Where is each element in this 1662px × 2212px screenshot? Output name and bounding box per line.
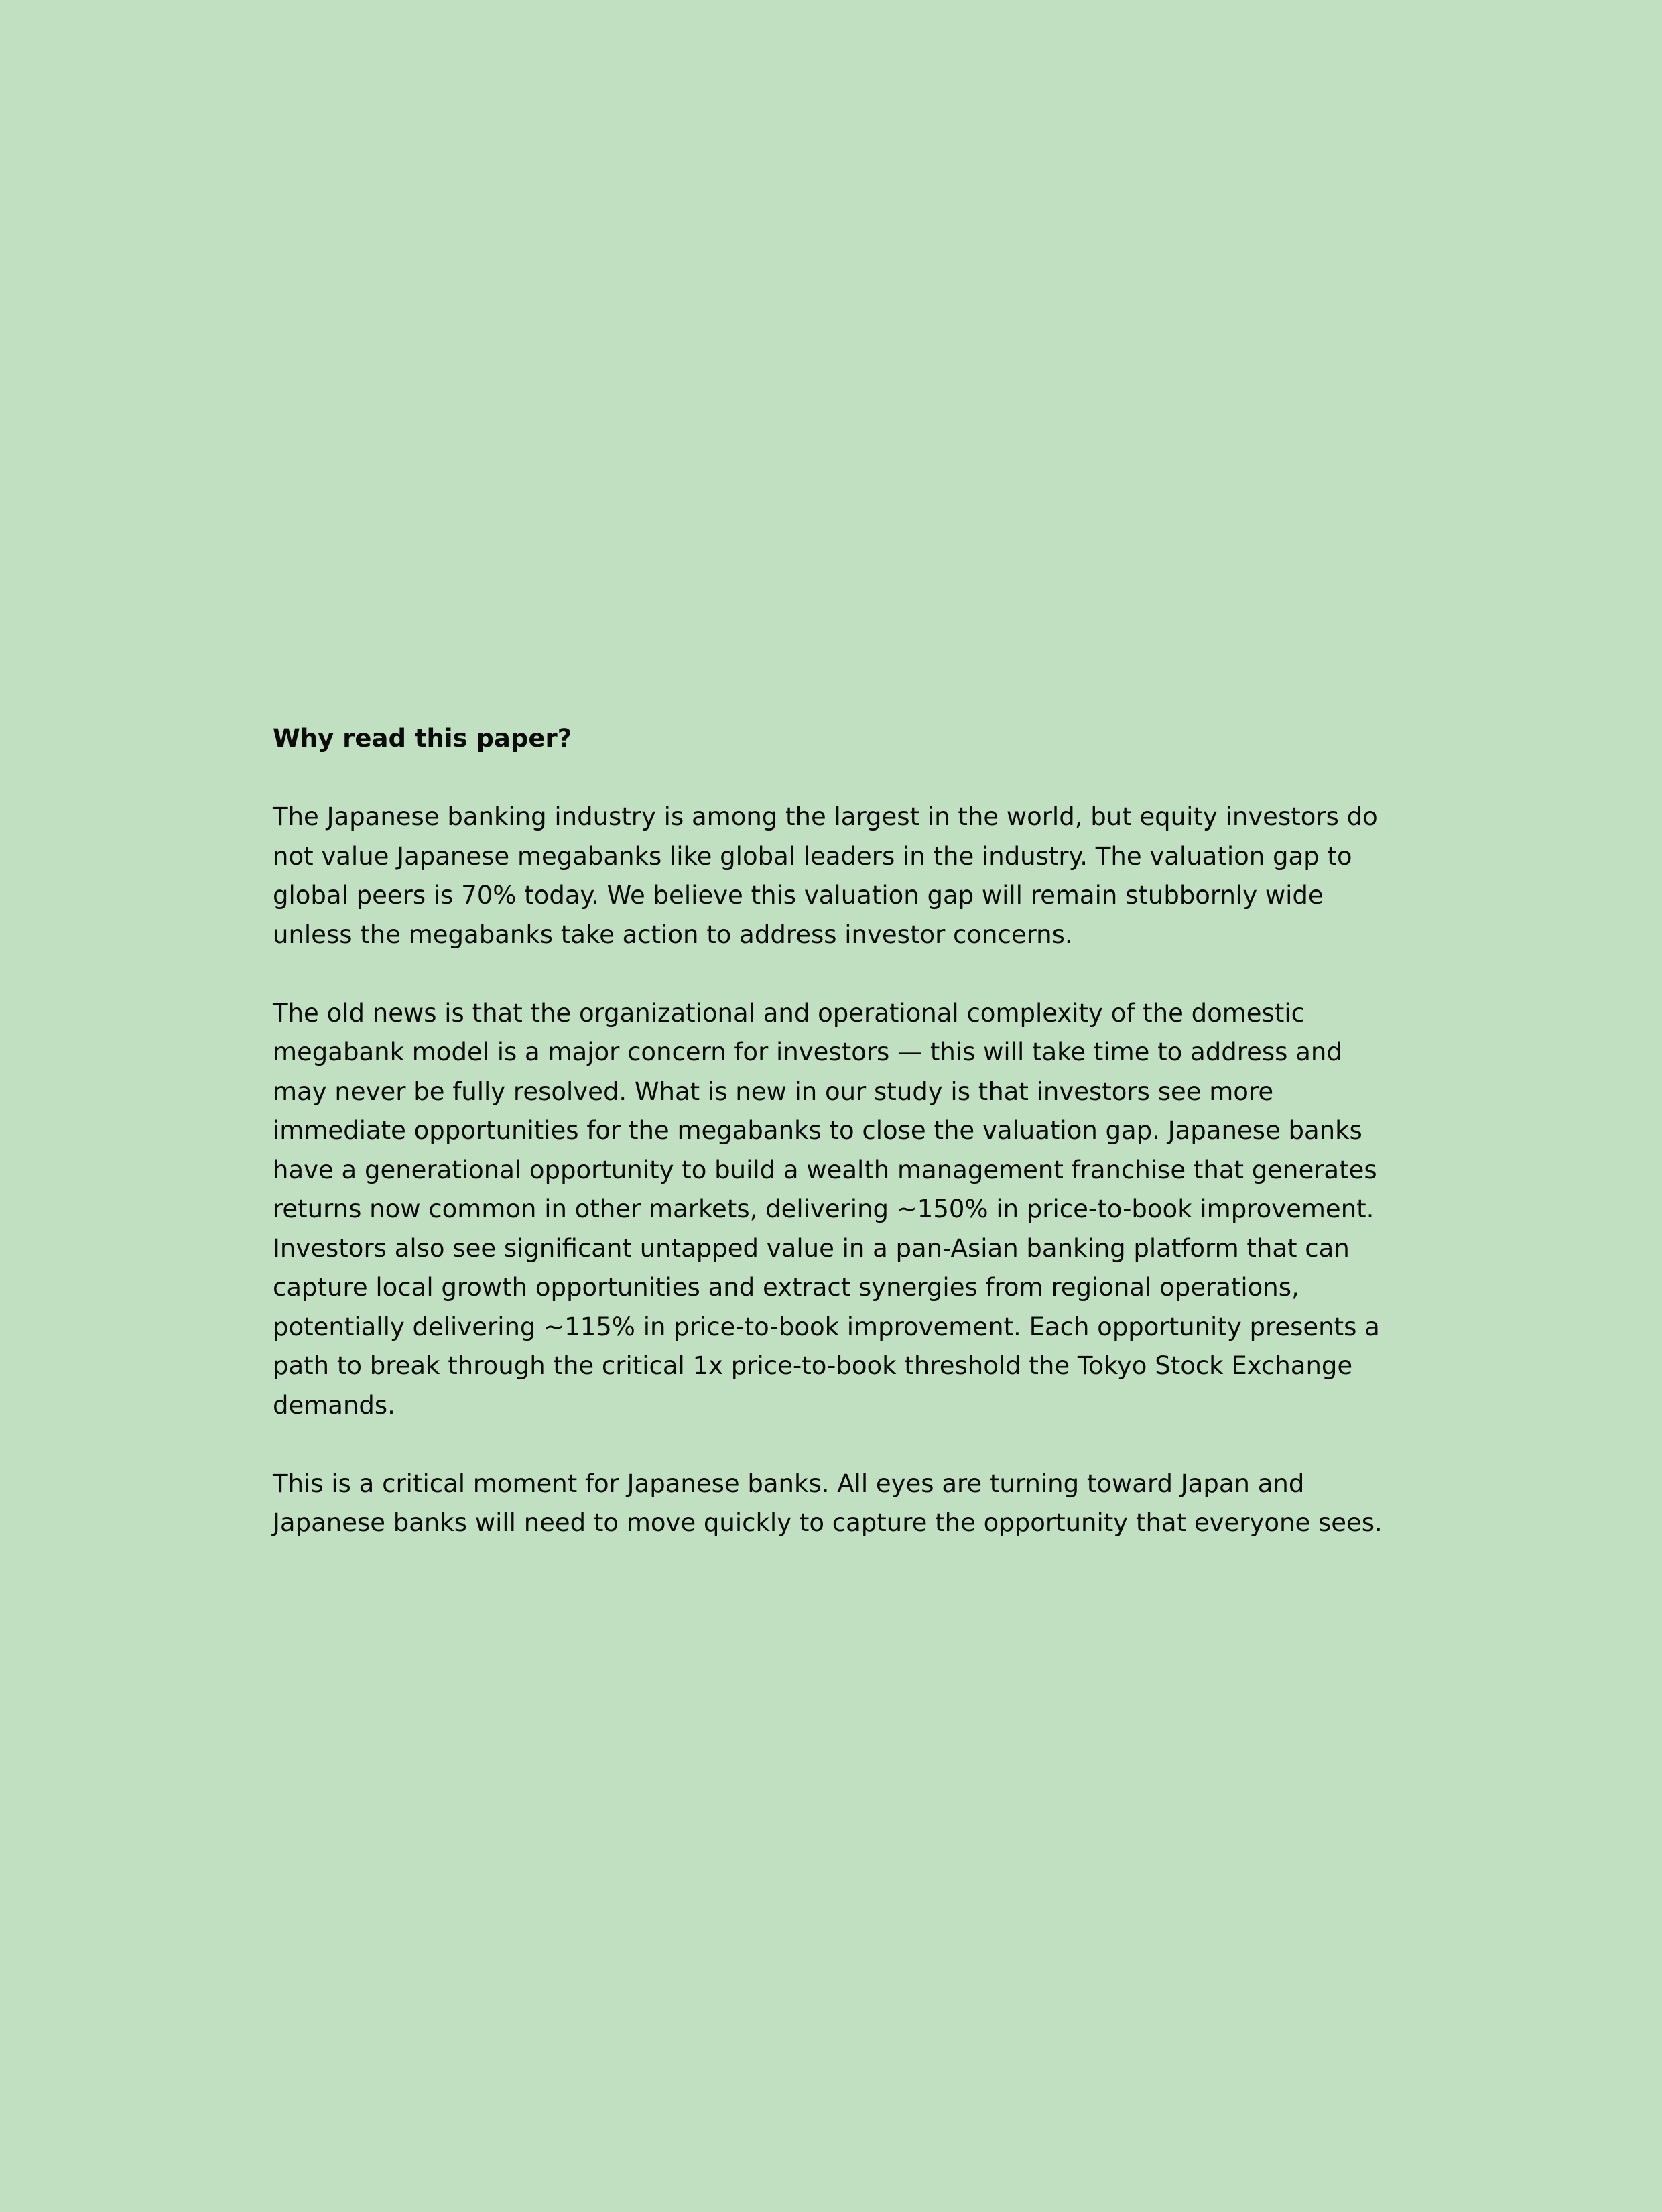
section-heading: Why read this paper? (273, 724, 572, 753)
paragraph-critical-moment: This is a critical moment for Japanese banks. All eyes are turning toward Japan and Japanese banks will need to move quickly to capture the opportunity that everyone sees. (273, 1469, 1383, 1537)
paragraph-opportunities: The old news is that the organizational and operational complexity of the domestic megabank model is a major concern for investors — this will take time to address and may never be fully resolved. What is new in our study is that investors see more immediate opportunities for the megabanks to close the valuation gap. Japanese banks have a generational opportunity to build a wealth management franchise that generates returns now common in other markets, delivering ~150% in price-to-book improvement. Investors also see significant untapped value in a pan-Asian banking platform that can capture local growth opportunities and extract synergies from regional operations, potentially delivering ~115% in price-to-book improvement. Each opportunity presents a path to break through the critical 1x price-to-book threshold the Tokyo Stock Exchange demands. (273, 998, 1380, 1420)
document-body (273, 719, 1399, 1543)
paragraph-valuation-gap: The Japanese banking industry is among the largest in the world, but equity investors do not value Japanese megabanks like global leaders in the industry. The valuation gap to global peers is 70% today. We believe this valuation gap will remain stubbornly wide unless the megabanks take action to address investor concerns. (273, 802, 1378, 949)
